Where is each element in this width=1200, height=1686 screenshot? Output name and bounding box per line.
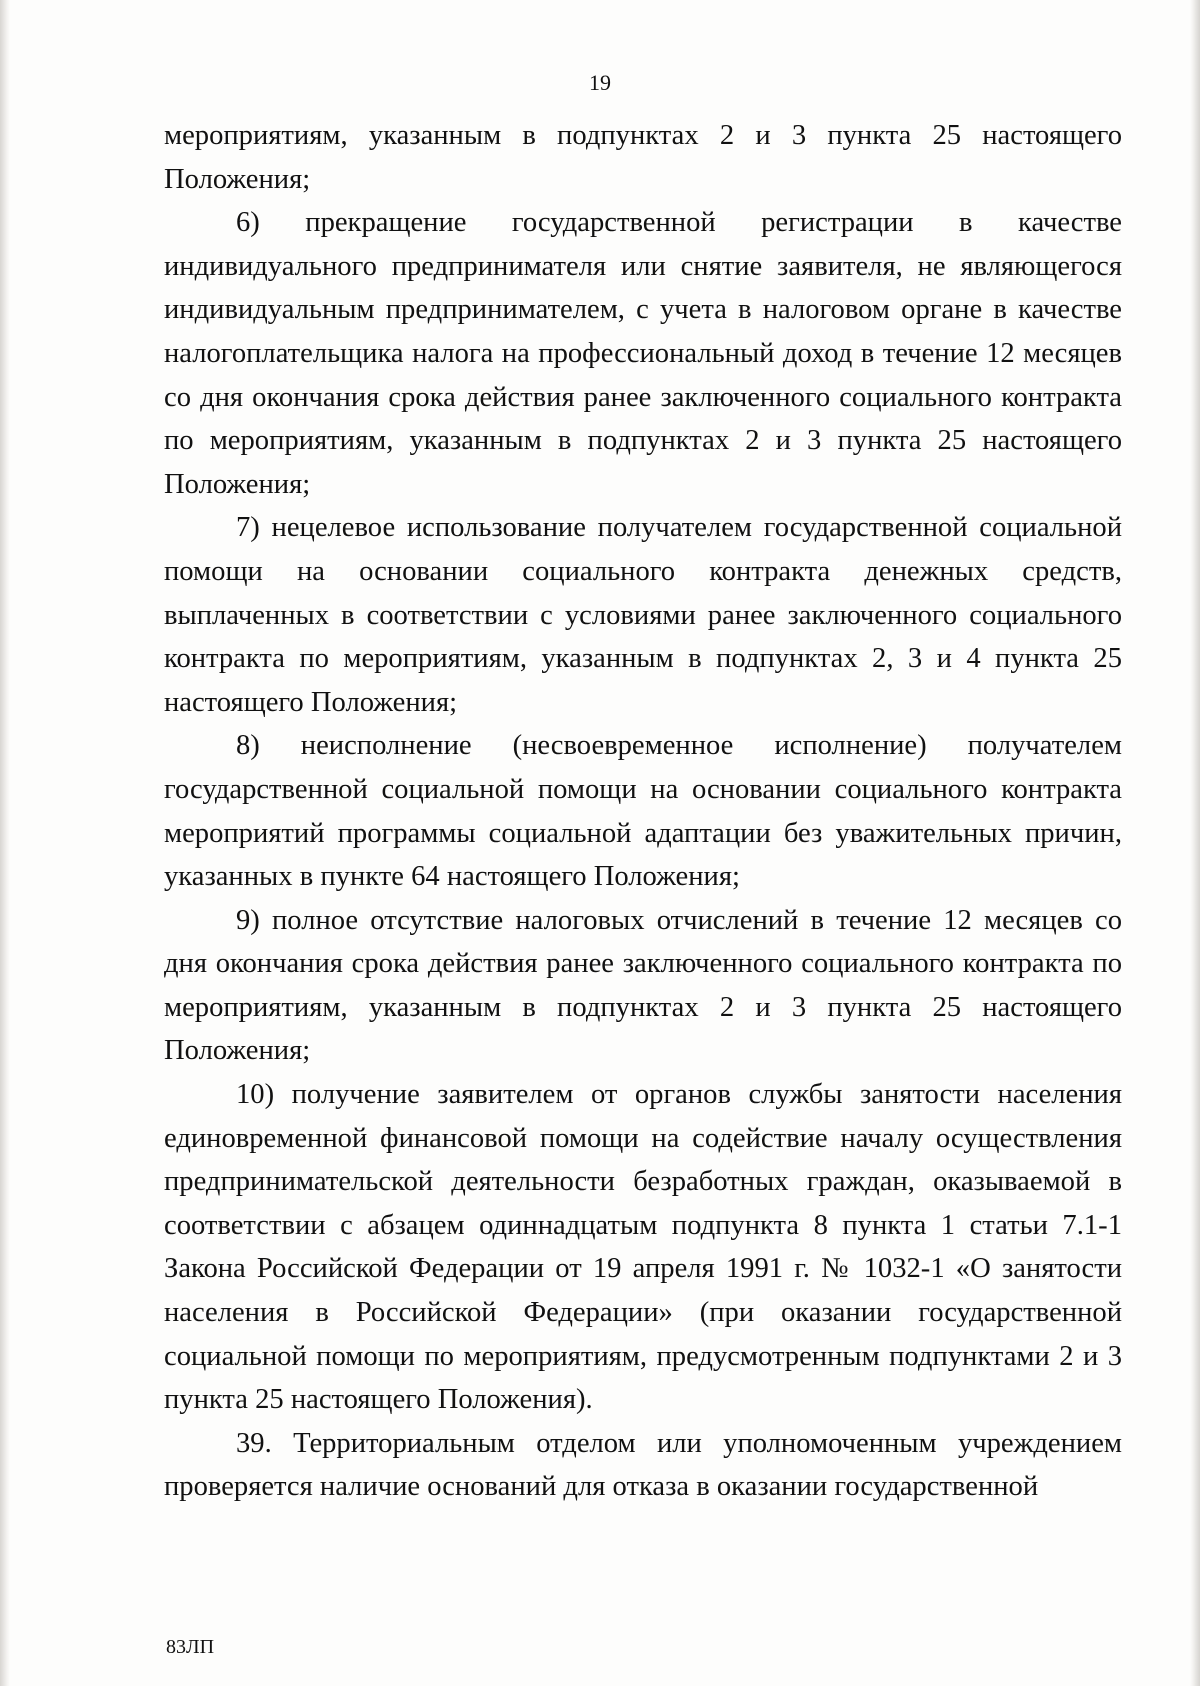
paragraph-item-10: 10) получение заявителем от органов службы занятости населения единовременной финансовой помощи на содействие началу осуществления предпринимательской деятельности безработных граждан, оказываемой в соответствии с абзацем одиннадцатым подпункта 8 пункта 1 статьи 7.1-1 Закона Российской Федерации от 19 апреля 1991 г. № 1032-1 «О занятости населения в Российской Федерации» (при оказании государственной социальной помощи по мероприятиям, предусмотренным подпунктами 2 и 3 пункта 25 настоящего Положения). (164, 1079, 1122, 1416)
paragraph-item-8: 8) неисполнение (несвоевременное исполнение) получателем государственной социальной помощи на основании социального контракта мероприятий программы социальной адаптации без уважительных причин, указанных в пункте 64 настоящего Положения; (164, 730, 1122, 893)
paragraph-section-39: 39. Территориальным отделом или уполномоченным учреждением проверяется наличие оснований для отказа в оказании государственной (164, 1427, 1122, 1503)
paragraph-item-9: 9) полное отсутствие налоговых отчислений в течение 12 месяцев со дня окончания срока действия ранее заключенного социального контракта по мероприятиям, указанным в подпунктах 2 и 3 пункта 25 настоящего Положения; (164, 904, 1122, 1067)
paragraph-continuation: мероприятиям, указанным в подпунктах 2 и 3 пункта 25 настоящего Положения; (164, 120, 1122, 195)
body-text (164, 114, 1122, 1509)
scan-edge-right (1190, 0, 1200, 1686)
paragraph-item-7: 7) нецелевое использование получателем государственной социальной помощи на основании социального контракта денежных средств, выплаченных в соответствии с условиями ранее заключенного социального контракта по мероприятиям, указанным в подпунктах 2, 3 и 4 пункта 25 настоящего Положения; (164, 512, 1122, 718)
paragraph-item-6: 6) прекращение государственной регистрации в качестве индивидуального предпринимателя или снятие заявителя, не являющегося индивидуальным предпринимателем, с учета в налоговом органе в качестве налогоплательщика налога на профессиональный доход в течение 12 месяцев со дня окончания срока действия ранее заключенного социального контракта по мероприятиям, указанным в подпунктах 2 и 3 пункта 25 настоящего Положения; (164, 207, 1122, 500)
scan-edge-left (0, 0, 10, 1686)
page-number: 19 (589, 70, 611, 95)
footer-document-code: 83ЛП (166, 1636, 215, 1658)
